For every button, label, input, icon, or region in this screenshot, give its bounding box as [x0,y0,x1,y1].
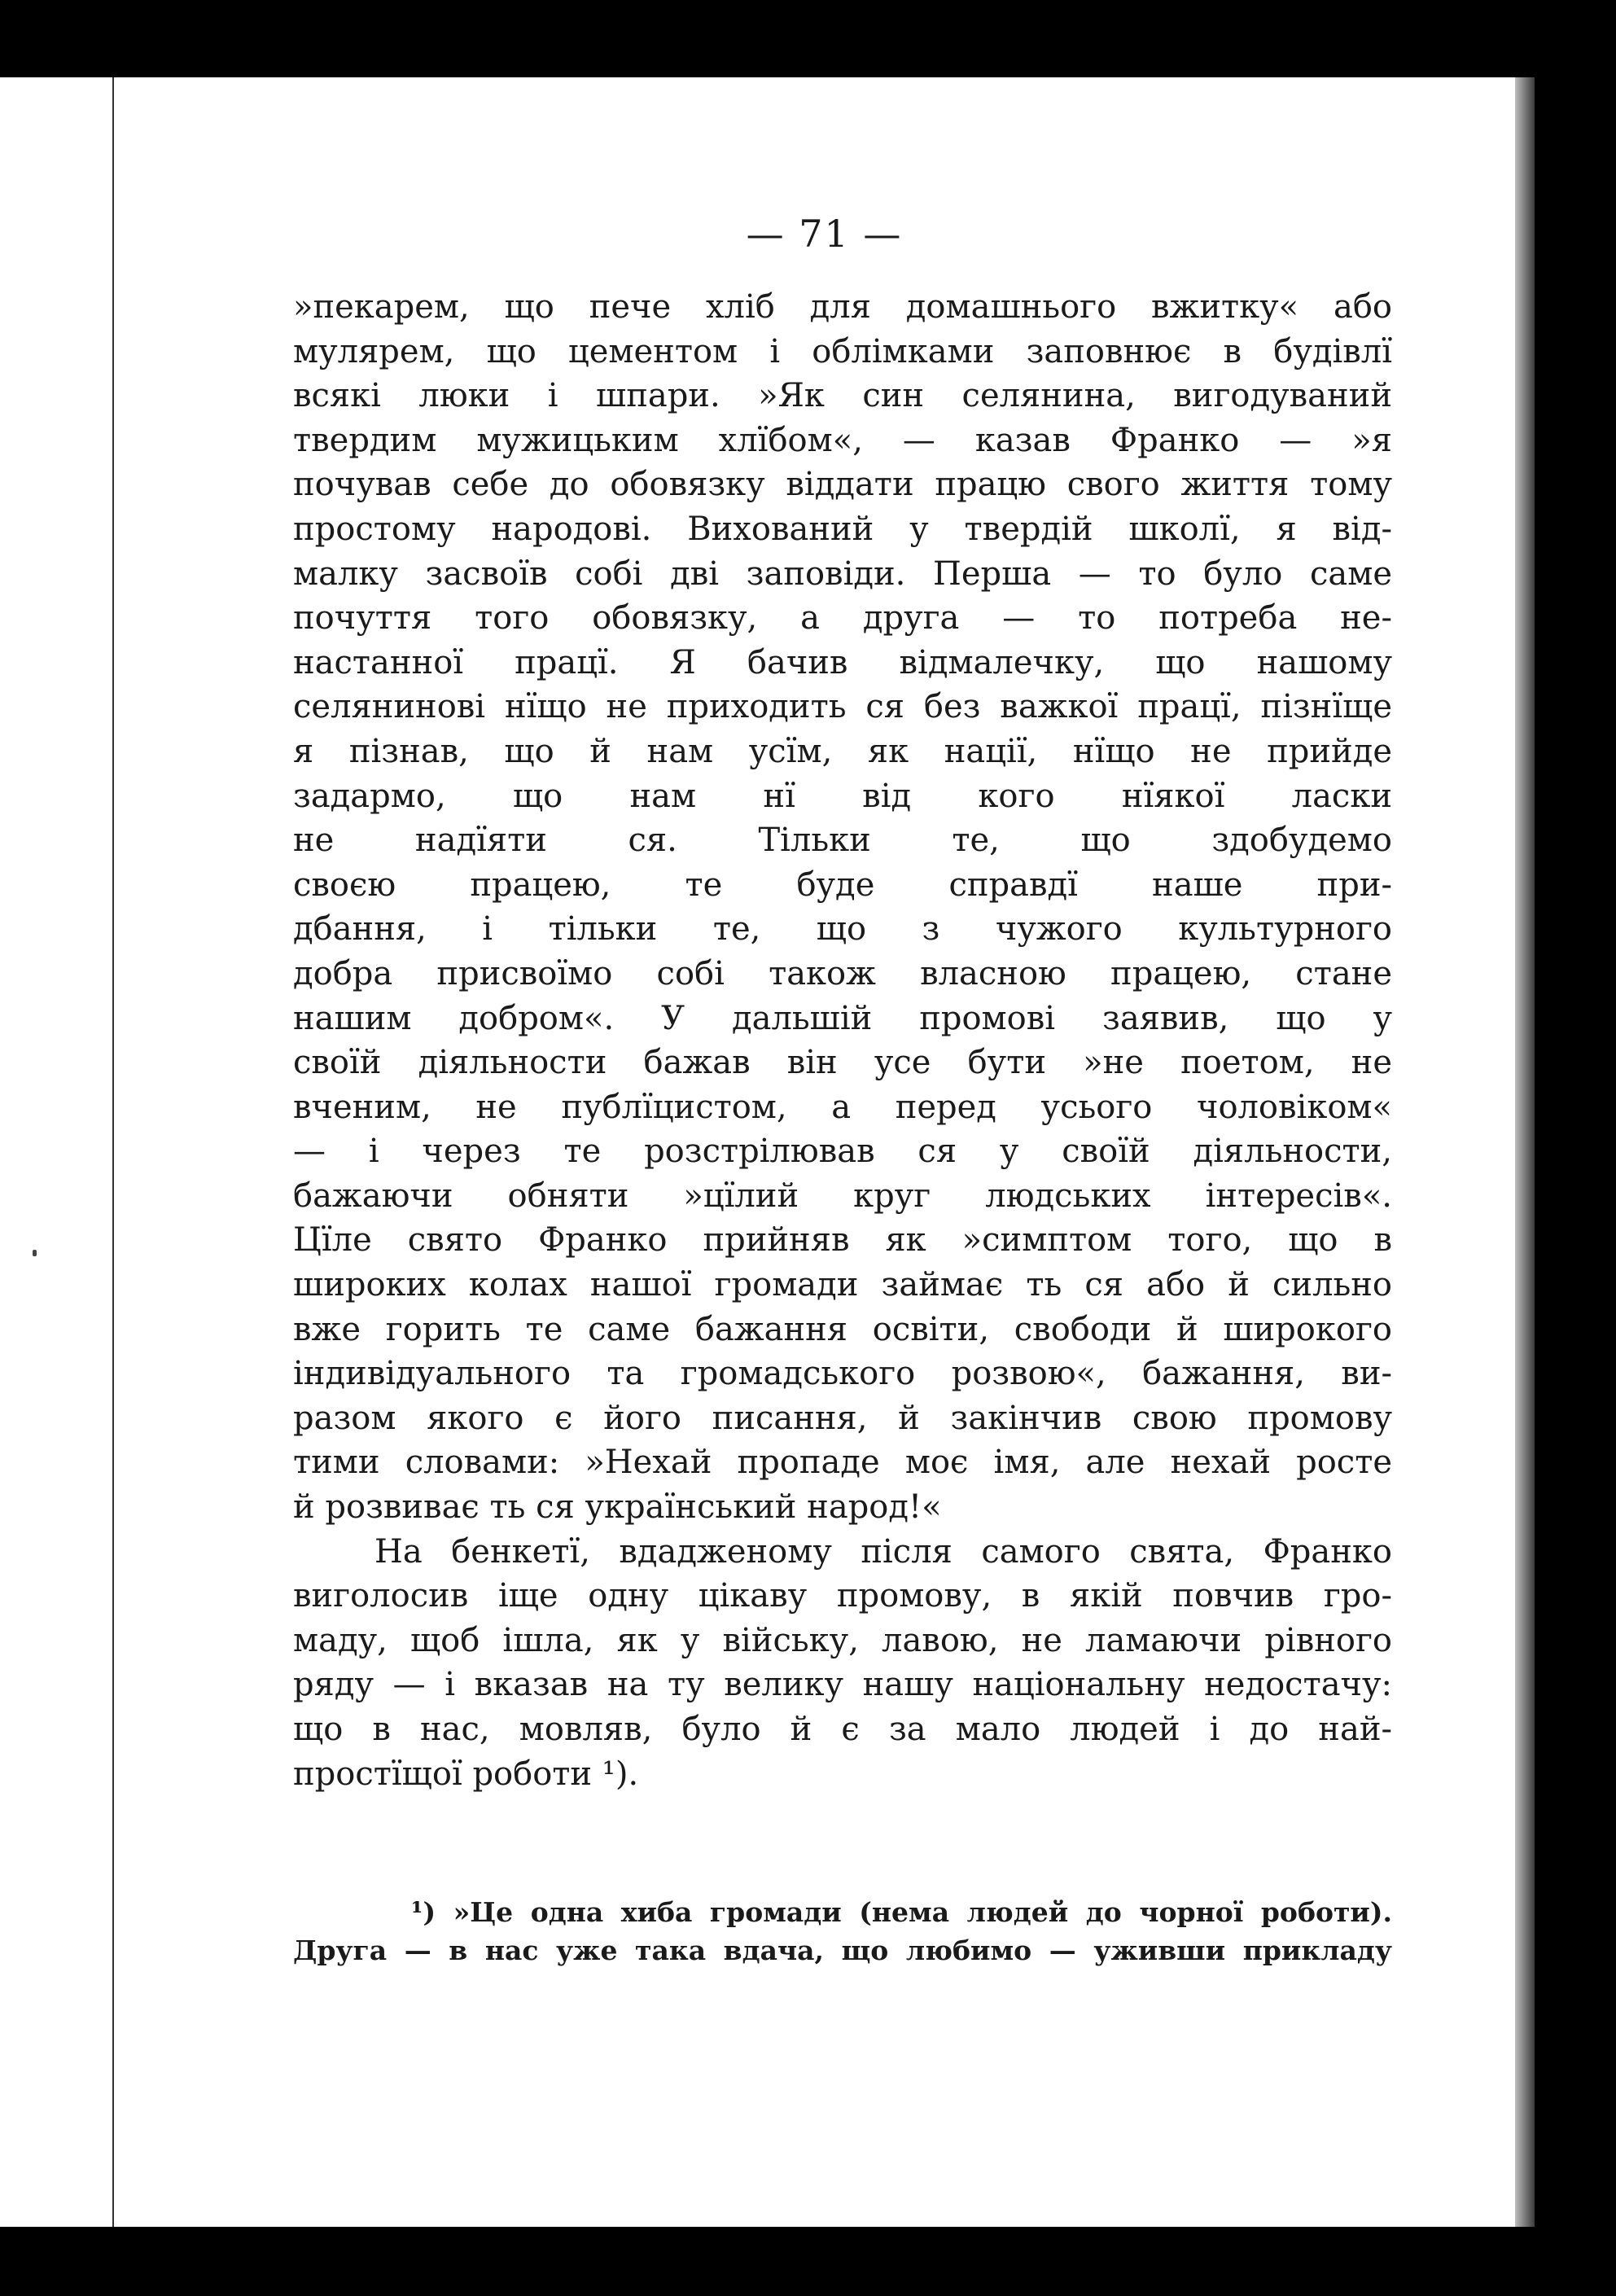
text-line: ряду — і вказав на ту велику нашу національну недостачу: [293,1666,1392,1704]
text-line: вже горить те саме бажання освіти, свободи й широкого [293,1310,1392,1348]
text-line: не надїяти ся. Тільки те, що здобудемо [293,822,1392,860]
text-line: почував себе до обовязку віддати працю свого життя тому [293,466,1392,504]
text-line: простїщої роботи ¹). [293,1755,639,1793]
page-number: — 71 — [746,212,903,256]
text-line: широких колах нашої громади займає ть ся або й сильно [293,1266,1392,1304]
page-edge-shadow [1515,77,1535,2227]
text-line: виголосив іще одну цікаву промову, в якій повчив гро- [293,1577,1392,1615]
body-text [293,285,1392,1796]
text-line: разом якого є його писання, й закінчив свою промову [293,1399,1392,1437]
text-line: я пізнав, що й нам усїм, як нації, нїщо не прийде [293,732,1392,770]
text-line: почуття того обовязку, а друга — то потреба не- [293,599,1392,638]
text-line: На бенкетї, вдадженому після самого свята, Франко [374,1532,1392,1571]
text-line: дбання, і тільки те, що з чужого культурного [293,910,1392,949]
text-line: добра присвоїмо собі також власною працею, стане [293,954,1392,992]
text-line: індивідуального та громадського розвою«, бажання, ви- [293,1355,1392,1393]
footnote-line: Друга — в нас уже така вдача, що любимо — уживши прикладу [293,1935,1392,1966]
text-line: твердим мужицьким хлїбом«, — казав Франко — »я [293,421,1392,459]
text-line: своїй діяльности бажав він усе бути »не поетом, не [293,1044,1392,1082]
text-line: Цїле свято Франко прийняв як »симптом того, що в [293,1221,1392,1260]
text-line: всякі люки і шпари. »Як син селянина, вигодуваний [293,377,1392,415]
text-line: »пекарем, що пече хліб для домашнього вжитку« або [293,288,1392,326]
text-line: задармо, що нам нї від кого нїякої ласки [293,777,1392,815]
text-line: вченим, не публїцистом, а перед усього чоловіком« [293,1088,1392,1126]
ink-speck [33,1250,37,1256]
text-line: нашим добром«. У дальшій промові заявив, що у [293,999,1392,1037]
text-line: селянинові нїщо не приходить ся без важкої працї, пізнїще [293,688,1392,726]
facing-page-edge [0,77,115,2227]
footnote [293,1893,1392,1970]
text-line: мулярем, що цементом і облімками заповнює в будівлї [293,332,1392,370]
text-line: малку засвоїв собі дві заповіди. Перша — то було саме [293,554,1392,593]
text-line: бажаючи обняти »цїлий круг людських інтересів«. [293,1176,1392,1215]
text-line: й розвиває ть ся український народ!« [293,1488,942,1527]
text-line: своєю працею, те буде справдї наше при- [293,865,1392,904]
text-line: тими словами: »Нехай пропаде моє імя, але нехай росте [293,1444,1392,1482]
footnote-line: ¹) »Це одна хиба громади (нема людей до чорної роботи). [411,1896,1392,1928]
text-line: маду, щоб ішла, як у війську, лавою, не ламаючи рівного [293,1621,1392,1659]
book-page [114,77,1535,2227]
text-line: настанної працї. Я бачив відмалечку, що нашому [293,643,1392,681]
text-line: простому народові. Вихований у твердій школї, я від- [293,510,1392,548]
text-line: — і через те розстрілював ся у своїй діяльности, [293,1133,1392,1171]
text-line: що в нас, мовляв, було й є за мало людей і до най- [293,1711,1392,1748]
